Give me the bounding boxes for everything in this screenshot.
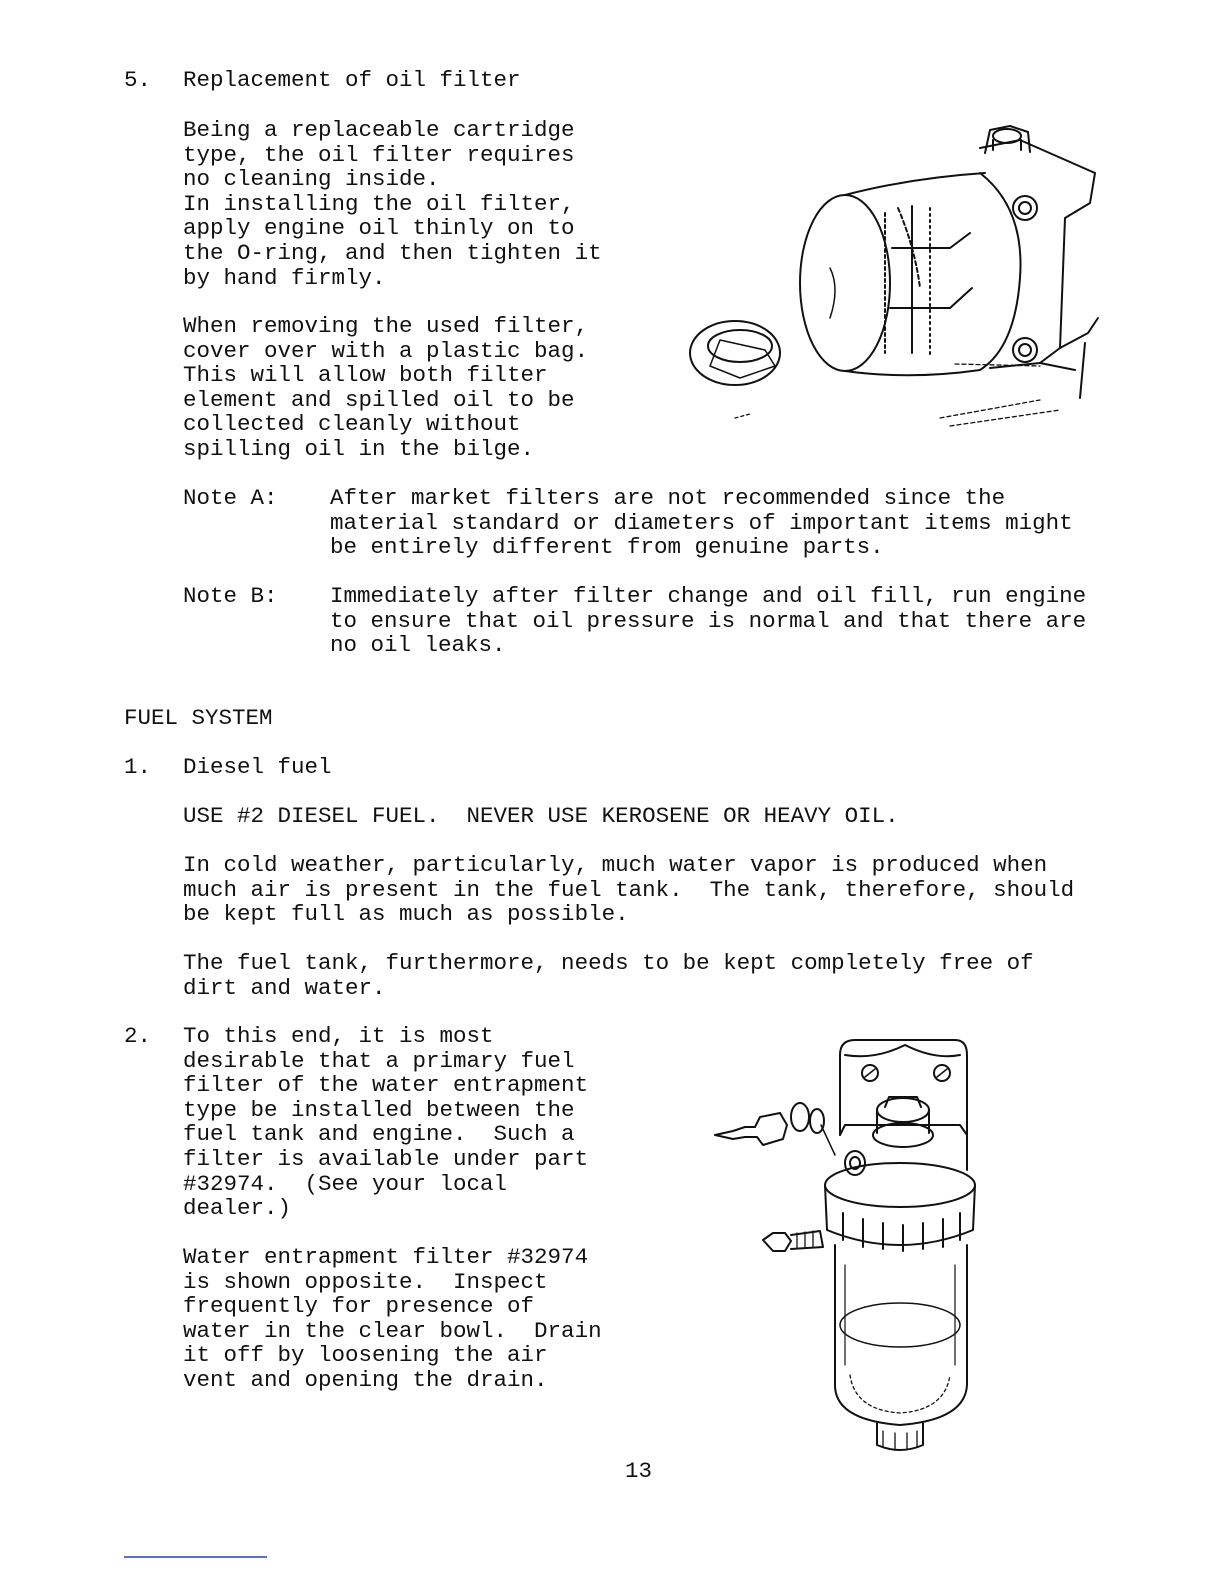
text-line: filter is available under part	[183, 1146, 589, 1172]
fuel-filter-illustration	[705, 1035, 985, 1455]
text-line: In cold weather, particularly, much water vapor is produced when	[183, 852, 1048, 878]
item-number: 2.	[124, 1023, 152, 1049]
item-title: Diesel fuel	[183, 754, 332, 780]
text-line: spilling oil in the bilge.	[183, 436, 535, 462]
text-line: type be installed between the	[183, 1096, 575, 1123]
text-line: water in the clear bowl. Drain	[183, 1317, 602, 1344]
text-line: element and spilled oil to be	[183, 386, 575, 413]
fuel-system-heading: FUEL SYSTEM	[124, 705, 273, 731]
text-line: Immediately after filter change and oil fill, run engine	[330, 583, 1087, 609]
text-line: frequently for presence of	[183, 1293, 535, 1320]
text-line: To this end, it is most	[183, 1023, 494, 1049]
fuel-warning: USE #2 DIESEL FUEL. NEVER USE KEROSENE OR HEAVY OIL.	[183, 803, 899, 829]
oil-filter-illustration	[680, 118, 1110, 438]
text-line: apply engine oil thinly on to	[183, 215, 575, 242]
text-line: be kept full as much as possible.	[183, 901, 629, 928]
text-line: vent and opening the drain.	[183, 1367, 548, 1393]
text-line: much air is present in the fuel tank. The tank, therefore, should	[183, 876, 1075, 903]
text-line: fuel tank and engine. Such a	[183, 1121, 575, 1148]
page-number: 13	[625, 1458, 653, 1484]
section-heading: Replacement of oil filter	[183, 67, 521, 93]
text-line: collected cleanly without	[183, 411, 521, 438]
text-line: This will allow both filter	[183, 362, 548, 389]
text-line: be entirely different from genuine parts.	[330, 534, 884, 561]
text-line: After market filters are not recommended since the	[330, 485, 1006, 511]
text-line: no oil leaks.	[330, 632, 506, 659]
text-line: type, the oil filter requires	[183, 141, 575, 168]
text-line: to ensure that oil pressure is normal and that there are	[330, 607, 1087, 634]
text-line: When removing the used filter,	[183, 313, 589, 339]
text-line: dealer.)	[183, 1195, 292, 1222]
text-line: The fuel tank, furthermore, needs to be kept completely free of	[183, 950, 1034, 976]
footer-rule	[124, 1556, 267, 1558]
text-line: #32974. (See your local	[183, 1170, 508, 1197]
text-line: dirt and water.	[183, 974, 386, 1001]
text-line: filter of the water entrapment	[183, 1072, 589, 1099]
text-line: Water entrapment filter #32974	[183, 1244, 589, 1270]
text-line: cover over with a plastic bag.	[183, 337, 589, 364]
text-line: Being a replaceable cartridge	[183, 117, 575, 143]
text-line: In installing the oil filter,	[183, 190, 575, 217]
text-line: no cleaning inside.	[183, 166, 440, 193]
text-line: the O-ring, and then tighten it	[183, 240, 602, 266]
item-number: 1.	[124, 754, 152, 780]
note-label: Note B:	[183, 583, 278, 609]
text-line: by hand firmly.	[183, 264, 386, 291]
text-line: desirable that a primary fuel	[183, 1047, 575, 1074]
section-number: 5.	[124, 67, 152, 93]
text-line: it off by loosening the air	[183, 1342, 548, 1369]
text-line: material standard or diameters of important items might	[330, 509, 1073, 536]
note-label: Note A:	[183, 485, 278, 511]
text-line: is shown opposite. Inspect	[183, 1268, 548, 1295]
